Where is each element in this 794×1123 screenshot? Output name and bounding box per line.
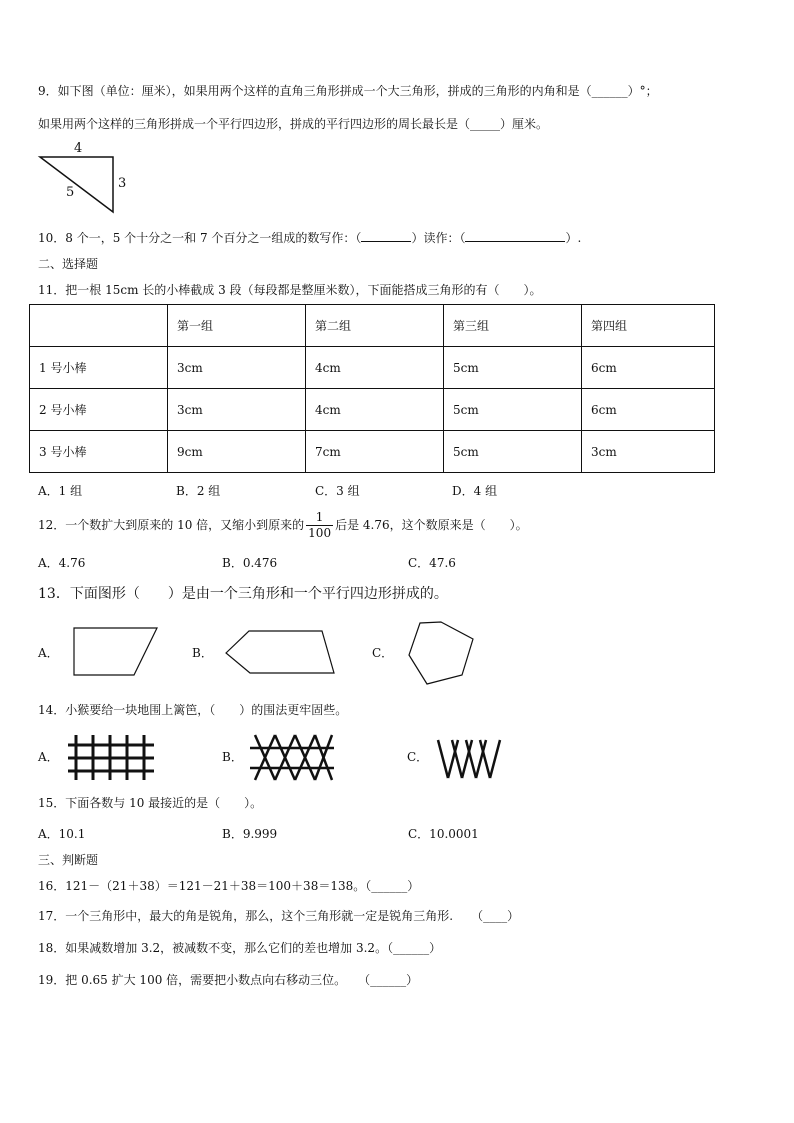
q10-middle: ）读作：（	[411, 231, 466, 245]
q12-prefix: 12．一个数扩大到原来的 10 倍，又缩小到原来的	[38, 518, 305, 532]
q11-option-b[interactable]: B．2 组	[176, 484, 221, 498]
q12-option-c[interactable]: C．47.6	[408, 556, 456, 570]
q14-fence-a-grid	[68, 735, 154, 780]
q13-text: 13．下面图形（ ）是由一个三角形和一个平行四边形拼成的。	[38, 586, 448, 602]
table-header-cell: 第四组	[582, 305, 715, 347]
q15-option-c[interactable]: C．10.0001	[408, 827, 479, 841]
q12-option-b[interactable]: B．0.476	[222, 556, 278, 570]
q14-fence-b-cross	[250, 735, 334, 780]
table-header-cell: 第三组	[444, 305, 582, 347]
table-cell: 9cm	[168, 431, 306, 473]
q12-fraction-numerator: 1	[306, 510, 333, 526]
table-header-cell: 第二组	[306, 305, 444, 347]
section-2-heading: 二、选择题	[38, 257, 99, 271]
q11-option-a[interactable]: A．1 组	[38, 484, 83, 498]
table-cell: 5cm	[444, 347, 582, 389]
q9-side-right-label: 3	[118, 176, 127, 191]
q13-label-a[interactable]: A．	[38, 646, 59, 660]
q19-text: 19．把 0.65 扩大 100 倍，需要把小数点向右移动三位。 （______）	[38, 973, 419, 987]
q9-line1: 9．如下图（单位：厘米），如果用两个这样的直角三角形拼成一个大三角形，拼成的三角形的内角和是（______）°；	[38, 84, 658, 98]
table-cell: 3 号小棒	[30, 431, 168, 473]
q9-side-top-label: 4	[74, 141, 83, 156]
table-cell: 3cm	[168, 389, 306, 431]
q13-label-c[interactable]: C．	[372, 646, 394, 660]
q9-side-hyp-label: 5	[66, 185, 75, 200]
q15-option-a[interactable]: A．10.1	[38, 827, 86, 841]
section-3-heading: 三、判断题	[38, 853, 99, 867]
q16-text: 16．121－（21＋38）＝121－21＋38＝100＋38＝138。（______）	[38, 879, 420, 893]
table-cell: 1 号小棒	[30, 347, 168, 389]
q18-text: 18．如果减数增加 3.2，被减数不变，那么它们的差也增加 3.2。（______）	[38, 941, 442, 955]
q10-suffix: ）.	[565, 231, 582, 245]
table-cell: 6cm	[582, 347, 715, 389]
q12-option-a[interactable]: A．4.76	[38, 556, 86, 570]
q14-label-b[interactable]: B．	[222, 750, 243, 764]
table-cell: 5cm	[444, 431, 582, 473]
table-cell: 5cm	[444, 389, 582, 431]
table-header-cell: 第一组	[168, 305, 306, 347]
q15-text: 15．下面各数与 10 最接近的是（ ）。	[38, 796, 263, 810]
q12-suffix: 后是 4.76，这个数原来是（ ）。	[335, 518, 528, 532]
table-cell: 3cm	[582, 431, 715, 473]
table-cell: 4cm	[306, 347, 444, 389]
q11-text: 11．把一根 15cm 长的小棒截成 3 段（每段都是整厘米数），下面能搭成三角形的有（ ）。	[38, 283, 542, 297]
q14-label-c[interactable]: C．	[407, 750, 429, 764]
table-cell: 7cm	[306, 431, 444, 473]
q9-line2: 如果用两个这样的三角形拼成一个平行四边形，拼成的平行四边形的周长最长是（_____）厘米。	[38, 117, 549, 131]
q14-fence-c-zigzag	[438, 740, 500, 778]
q14-label-a[interactable]: A．	[38, 750, 59, 764]
table-cell: 6cm	[582, 389, 715, 431]
q10-prefix: 10．8 个一，5 个十分之一和 7 个百分之一组成的数写作：（	[38, 231, 362, 245]
q15-option-b[interactable]: B．9.999	[222, 827, 278, 841]
q12-fraction-denominator: 100	[308, 526, 332, 540]
q11-option-c[interactable]: C．3 组	[315, 484, 360, 498]
table-cell: 4cm	[306, 389, 444, 431]
table-cell: 2 号小棒	[30, 389, 168, 431]
q13-label-b[interactable]: B．	[192, 646, 213, 660]
table-cell: 3cm	[168, 347, 306, 389]
q17-text: 17．一个三角形中，最大的角是锐角，那么，这个三角形就一定是锐角三角形. （____）	[38, 909, 520, 923]
q11-option-d[interactable]: D．4 组	[452, 484, 498, 498]
q14-text: 14．小猴要给一块地围上篱笆，（ ）的围法更牢固些。	[38, 703, 348, 717]
